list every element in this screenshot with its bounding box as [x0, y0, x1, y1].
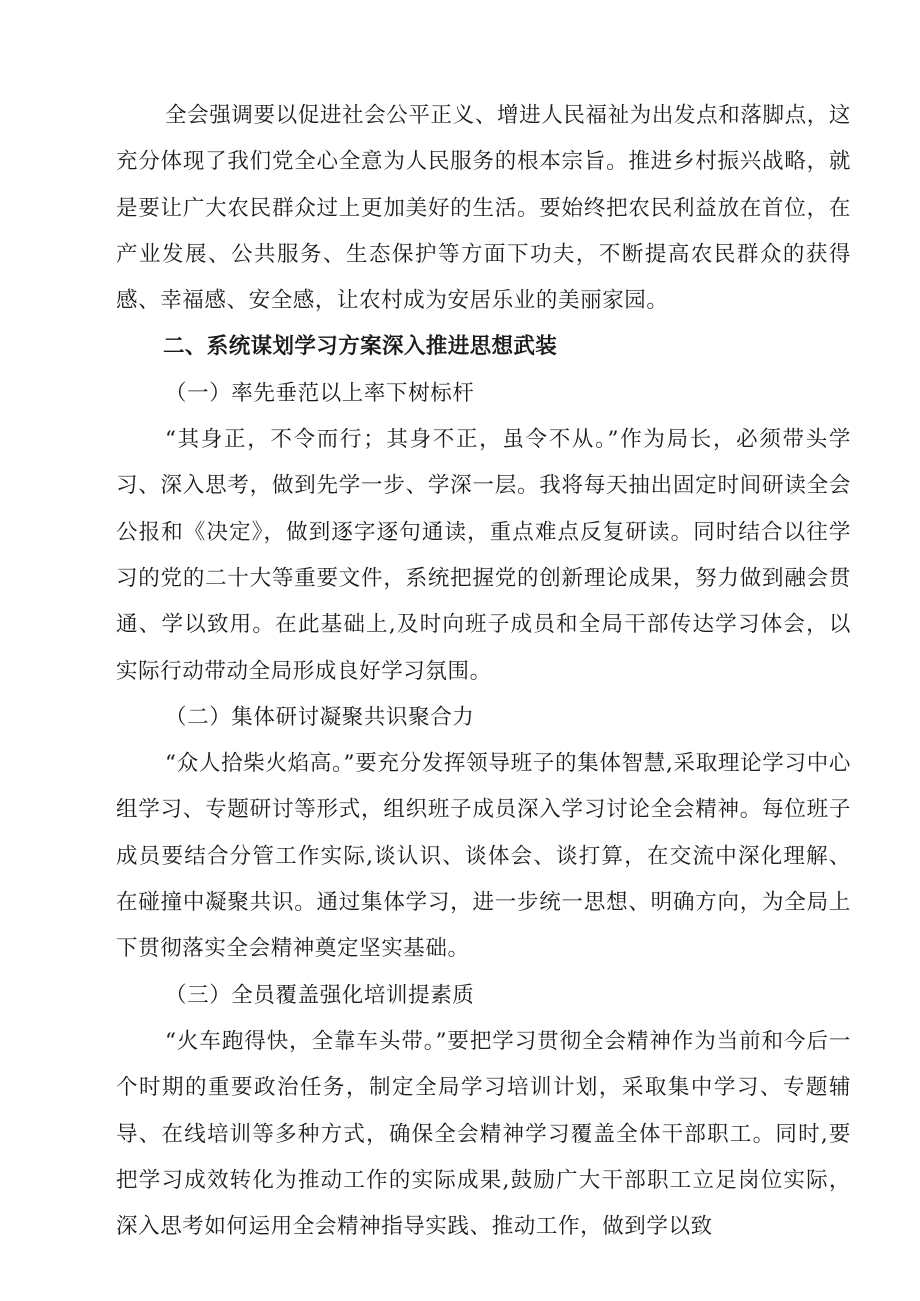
subsection-title-2: （二）集体研讨凝聚共识聚合力 [165, 704, 475, 730]
subsection-body-3: “火车跑得快，全靠车头带。”要把学习贯彻全会精神作为当前和今后一个时期的重要政治任务，制定全局学习培训计划，采取集中学习、专题辅导、在线培训等多种方式，确保全会精神学习覆盖全体干部职工。同时,要把学习成效转化为推动工作的实际成果,鼓励广大干部职工立足岗位实际，深入思考如何运用全会精神指导实践、推动工作，做到学以致 [116, 1028, 851, 1240]
subsection-body-1: “其身正，不令而行；其身不正，虽令不从。”作为局长，必须带头学习、深入思考，做到先学一步、学深一层。我将每天抽出固定时间研读全会公报和《决定》，做到逐字逐句通读，重点难点反复研读。同时结合以往学习的党的二十大等重要文件，系统把握党的创新理论成果，努力做到融会贯通、学以致用。在此基础上,及时向班子成员和全局干部传达学习体会，以实际行动带动全局形成良好学习氛围。 [116, 427, 851, 684]
document-page [116, 93, 851, 1250]
subsection-body-2: “众人拾柴火焰高。”要充分发挥领导班子的集体智慧,采取理论学习中心组学习、专题研讨等形式，组织班子成员深入学习讨论全会精神。每位班子成员要结合分管工作实际,谈认识、谈体会、谈打算，在交流中深化理解、在碰撞中凝聚共识。通过集体学习，进一步统一思想、明确方向，为全局上下贯彻落实全会精神奠定坚实基础。 [116, 751, 851, 962]
intro-paragraph: 全会强调要以促进社会公平正义、增进人民福祉为出发点和落脚点，这充分体现了我们党全心全意为人民服务的根本宗旨。推进乡村振兴战略，就是要让广大农民群众过上更加美好的生活。要始终把农民利益放在首位，在产业发展、公共服务、生态保护等方面下功夫，不断提高农民群众的获得感、幸福感、安全感，让农村成为安居乐业的美丽家园。 [116, 103, 851, 314]
section-heading: 二、系统谋划学习方案深入推进思想武装 [163, 334, 558, 360]
subsection-title-1: （一）率先垂范以上率下树标杆 [165, 380, 475, 406]
subsection-title-3: （三）全员覆盖强化培训提素质 [165, 982, 475, 1008]
